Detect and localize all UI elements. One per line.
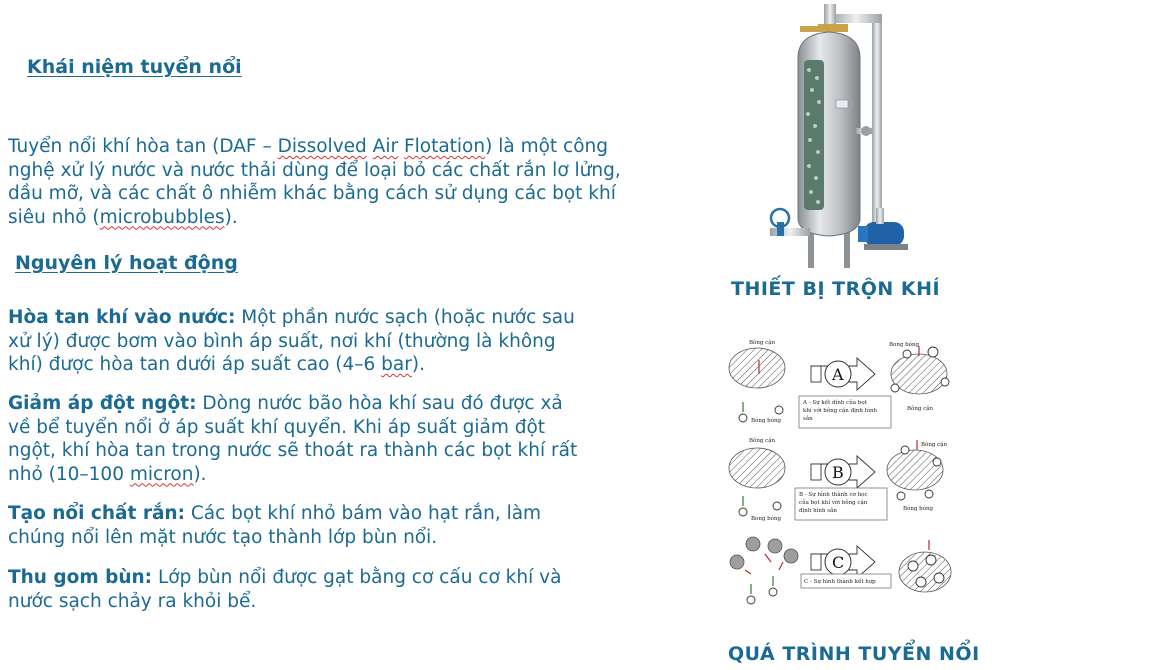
- note-b-2: của bọt khí với bông cặn: [799, 500, 868, 506]
- label-bubble-a-right: Bong bóng: [889, 342, 920, 348]
- note-b-3: định hình sẵn: [799, 508, 837, 514]
- step-2-unit: micron: [129, 463, 194, 485]
- step-2-title: Giảm áp đột ngột:: [8, 393, 197, 414]
- caption-process: QUÁ TRÌNH TUYỂN NỔI: [728, 643, 980, 665]
- step-2: [8, 392, 578, 486]
- intro-text-4: Air: [372, 136, 399, 157]
- note-a-2: khí với bông cặn định hình: [803, 408, 878, 414]
- intro-paragraph: [8, 135, 638, 229]
- step-3: [8, 502, 578, 549]
- step-1-unit: bar: [381, 354, 412, 375]
- intro-text-2: Dissolved: [277, 136, 367, 157]
- process-row-b: [729, 437, 948, 522]
- note-a-3: sẵn: [803, 416, 813, 422]
- step-1: [8, 306, 578, 377]
- step-1-end: ).: [411, 354, 425, 375]
- caption-equipment: THIẾT BỊ TRỘN KHÍ: [731, 278, 941, 300]
- note-a-1: A - Sự kết dính của bọt: [803, 400, 867, 406]
- note-c-1: C - Sự hình thành kết hợp: [804, 579, 876, 585]
- heading-concept: Khái niệm tuyển nổi: [27, 56, 242, 78]
- intro-text-1: Tuyển nổi khí hòa tan (DAF –: [8, 136, 278, 157]
- label-floc-a-right: Bông cặn: [907, 406, 934, 412]
- flotation-process-diagram: [725, 336, 957, 608]
- label-bubble-b: Bong bóng: [751, 516, 782, 522]
- step-3-title: Tạo nổi chất rắn:: [8, 503, 185, 524]
- intro-text-7: ) là một công nghệ xử lý nước và nước thải dùng để loại bỏ các chất rắn lơ lửng, dầu mỡ, và các chất ô nhiễm khác bằng cách sử dụng các bọt khí siêu nhỏ (: [8, 136, 621, 228]
- step-3-text: Các bọt khí nhỏ bám vào hạt rắn, làm chúng nổi lên mặt nước tạo thành lớp bùn nổi.: [8, 503, 542, 548]
- process-row-a: [729, 339, 949, 428]
- step-4: [8, 566, 578, 613]
- heading-principle: Nguyên lý hoạt động: [15, 252, 238, 274]
- step-1-title: Hòa tan khí vào nước:: [8, 307, 236, 328]
- step-2-end: ).: [193, 463, 207, 485]
- step-1-text: Một phần nước sạch (hoặc nước sau xử lý) được bơm vào bình áp suất, nơi khí (thường là không khí) được hòa tan dưới áp suất cao (4–6: [8, 307, 575, 375]
- letter-b: B: [832, 463, 844, 482]
- process-row-c: [730, 537, 951, 604]
- intro-text-8: microbubbles: [99, 206, 225, 228]
- label-bubble-a: Bong bóng: [751, 418, 782, 424]
- intro-text-9: ).: [224, 206, 238, 228]
- step-2-text: Dòng nước bão hòa khí sau đó được xả về bể tuyển nổi ở áp suất khí quyển. Khi áp suất giảm đột ngột, khí hòa tan trong nước sẽ thoát ra thành các bọt khí rất nhỏ (10–100: [8, 393, 578, 485]
- step-4-text: Lớp bùn nổi được gạt bằng cơ cấu cơ khí và nước sạch chảy ra khỏi bể.: [8, 567, 562, 612]
- label-floc-a: Bông cặn: [749, 340, 776, 346]
- step-4-title: Thu gom bùn:: [8, 567, 153, 588]
- label-bubble-b-right: Bong bóng: [903, 506, 934, 512]
- letter-a: A: [832, 365, 844, 384]
- label-floc-b: Bông cặn: [749, 438, 776, 444]
- intro-text-6: Flotation: [403, 136, 486, 157]
- letter-c: C: [832, 553, 845, 572]
- air-mixing-tank-illustration: [760, 0, 960, 272]
- label-floc-b-right: Bông cặn: [921, 442, 948, 448]
- note-b-1: B - Sự hình thành cơ học: [799, 492, 868, 498]
